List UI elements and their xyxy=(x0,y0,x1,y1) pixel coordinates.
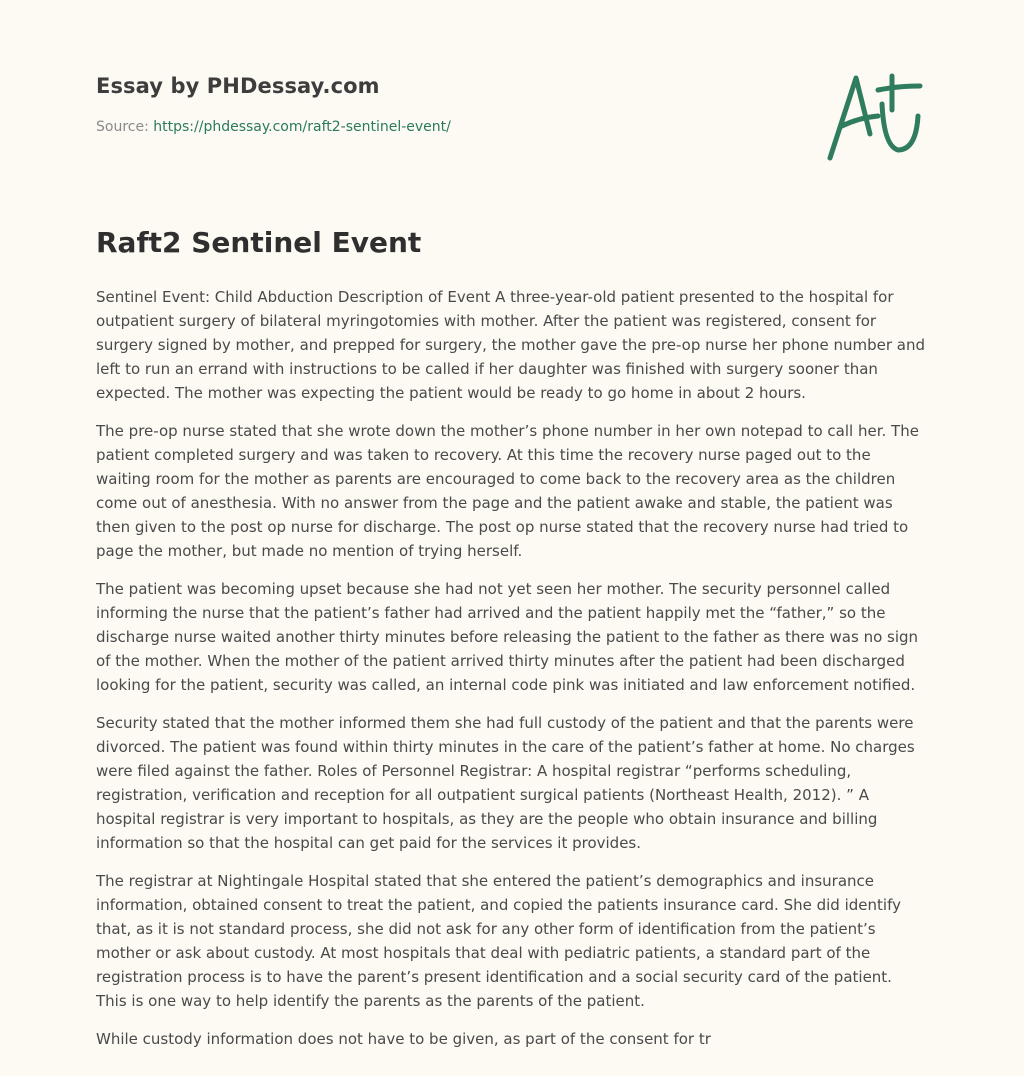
source-link[interactable]: https://phdessay.com/raft2-sentinel-event/ xyxy=(153,119,451,135)
essay-paragraph: Security stated that the mother informed them she had full custody of the patient and that the parents were divorced. The patient was found within thirty minutes in the care of the patient’s father at home. No charges were filed against the father. Roles of Personnel Registrar: A hospital registrar “performs scheduling, registration, verification and reception for all outpatient surgical patients (Northeast Health, 2012). ” A hospital registrar is very important to hospitals, as they are the people who obtain insurance and billing information so that the hospital can get paid for the services it provides. xyxy=(96,714,915,852)
essay-body xyxy=(96,285,926,1065)
site-title: Essay by PHDessay.com xyxy=(96,74,380,98)
source-label: Source: xyxy=(96,119,149,135)
source-line xyxy=(96,119,936,135)
essay-paragraph: While custody information does not have to be given, as part of the consent for tr xyxy=(96,1030,711,1048)
essay-title: Raft2 Sentinel Event xyxy=(96,226,422,259)
essay-paragraph: Sentinel Event: Child Abduction Description of Event A three-year-old patient presented to the hospital for outpatient surgery of bilateral myringotomies with mother. After the patient was registered, consent for surgery signed by mother, and prepped for surgery, the mother gave the pre-op nurse her phone number and left to run an errand with instructions to be called if her daughter was finished with surgery sooner than expected. The mother was expecting the patient would be ready to go home in about 2 hours. xyxy=(96,288,926,402)
essay-paragraph: The registrar at Nightingale Hospital stated that she entered the patient’s demographics and insurance information, obtained consent to treat the patient, and copied the patients insurance card. She did identify that, as it is not standard process, she did not ask for any other form of identification from the patient’s mother or ask about custody. At most hospitals that deal with pediatric patients, a standard part of the registration process is to have the parent’s present identification and a social security card of the patient. This is one way to help identify the parents as the parents of the patient. xyxy=(96,872,901,1010)
essay-paragraph: The patient was becoming upset because she had not yet seen her mother. The security personnel called informing the nurse that the patient’s father had arrived and the patient happily met the “father,” so the discharge nurse waited another thirty minutes before releasing the patient to the father as there was no sign of the mother. When the mother of the patient arrived thirty minutes after the patient had been discharged looking for the patient, security was called, an internal code pink was initiated and law enforcement notified. xyxy=(96,580,919,694)
essay-paragraph: The pre-op nurse stated that she wrote down the mother’s phone number in her own notepad to call her. The patient completed surgery and was taken to recovery. At this time the recovery nurse paged out to the waiting room for the mother as parents are encouraged to come back to the recovery area as the children come out of anesthesia. With no answer from the page and the patient awake and stable, the patient was then given to the post op nurse for discharge. The post op nurse stated that the recovery nurse had tried to page the mother, but made no mention of trying herself. xyxy=(96,422,919,560)
page-header xyxy=(96,74,936,135)
a-plus-logo-icon xyxy=(820,66,930,166)
